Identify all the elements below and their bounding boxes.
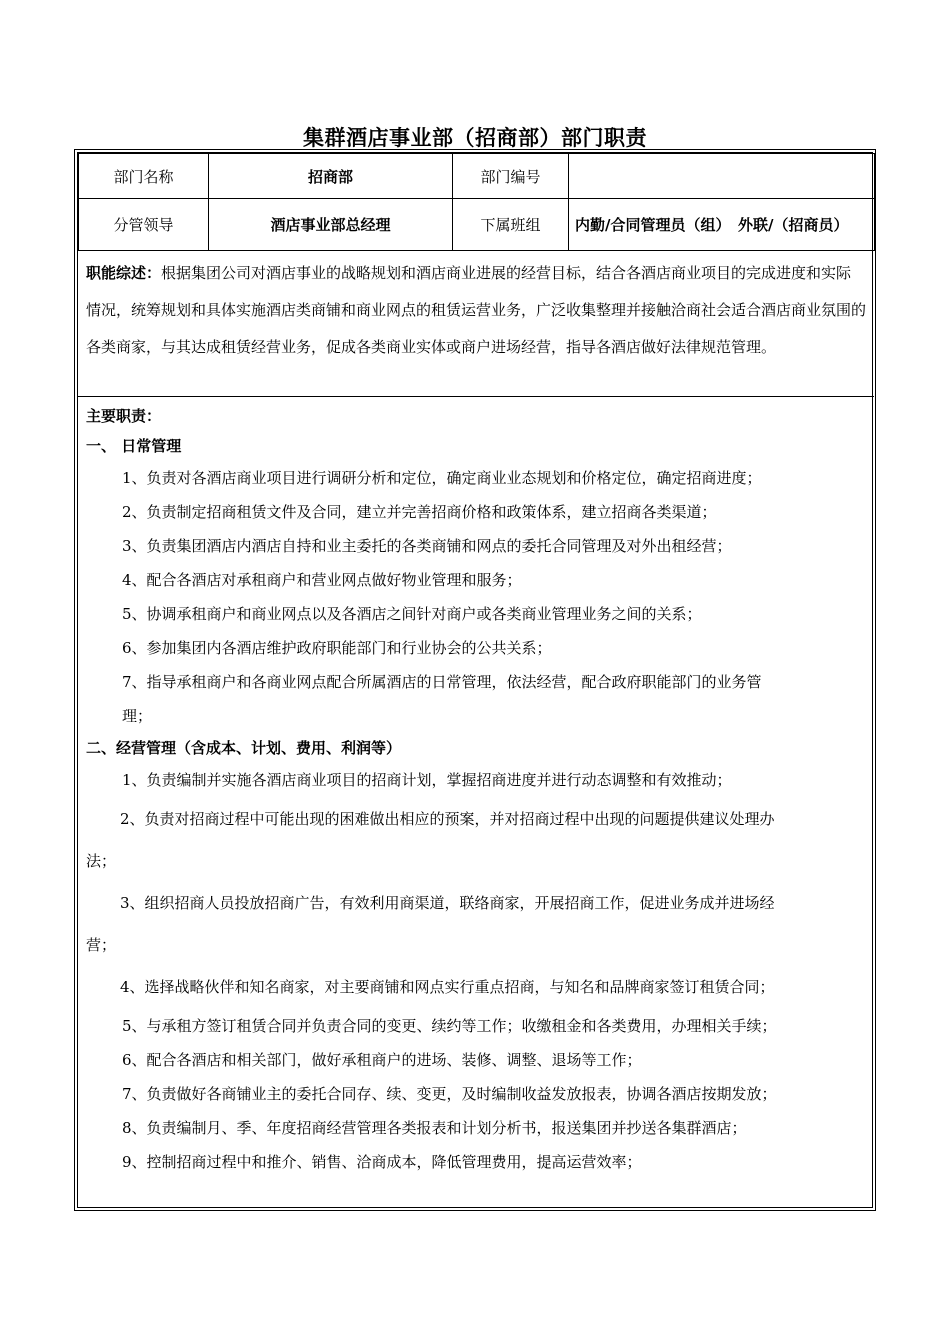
sub-team-label: 下属班组 (453, 199, 569, 251)
main-duties (78, 397, 874, 1179)
list-item: 3、组织招商人员投放招商广告，有效利用商渠道，联络商家，开展招商工作，促进业务成并进场经 (120, 894, 775, 912)
list-item: 1、负责编制并实施各酒店商业项目的招商计划，掌握招商进度并进行动态调整和有效推动； (122, 771, 732, 789)
list-item: 4、选择战略伙伴和知名商家，对主要商铺和网点实行重点招商，与知名和品牌商家签订租赁合同； (120, 978, 775, 996)
list-item: 7、指导承租商户和各商业网点配合所属酒店的日常管理，依法经营，配合政府职能部门的业务管 (122, 673, 762, 691)
list-item: 2、负责对招商过程中可能出现的困难做出相应的预案，并对招商过程中出现的问题提供建议处理办 (120, 810, 775, 828)
duties-label: 主要职责： (86, 407, 162, 425)
list-item: 3、负责集团酒店内酒店自持和业主委托的各类商铺和网点的委托合同管理及对外出租经营； (122, 537, 732, 555)
list-item: 5、与承租方签订租赁合同并负责合同的变更、续约等工作；收缴租金和各类费用，办理相关手续； (122, 1017, 777, 1035)
dept-code-value (569, 154, 875, 199)
list-item: 6、配合各酒店和相关部门，做好承租商户的进场、装修、调整、退场等工作； (122, 1051, 642, 1069)
list-item: 6、参加集团内各酒店维护政府职能部门和行业协会的公共关系； (122, 639, 552, 657)
responsibility-table (77, 152, 873, 1208)
list-item: 5、协调承租商户和商业网点以及各酒店之间针对商户或各类商业管理业务之间的关系； (122, 605, 702, 623)
dept-name-value: 招商部 (209, 154, 453, 199)
table-row (79, 199, 875, 251)
overview-text: 根据集团公司对酒店事业的战略规划和酒店商业进展的经营目标，结合各酒店商业项目的完成进度和实际情况，统筹规划和具体实施酒店类商铺和商业网点的租赁运营业务，广泛收集整理并接触洽商社会适合酒店商业氛围的各类商家，与其达成租赁经营业务，促成各类商业实体或商户进场经营，指导各酒店做好法律规范管理。 (86, 264, 867, 356)
function-overview (78, 251, 874, 397)
department-info-table (78, 153, 875, 251)
list-item-continuation: 理； (122, 707, 153, 725)
list-item: 8、负责编制月、季、年度招商经营管理各类报表和计划分析书，报送集团并抄送各集群酒店； (122, 1119, 747, 1137)
responsibility-table-frame (74, 149, 876, 1211)
leader-label: 分管领导 (79, 199, 209, 251)
section-heading-daily: 一、 日常管理 (86, 437, 182, 455)
list-item: 2、负责制定招商租赁文件及合同，建立并完善招商价格和政策体系，建立招商各类渠道； (122, 503, 717, 521)
list-item-continuation: 法； (86, 852, 117, 870)
list-item-continuation: 营； (86, 936, 117, 954)
dept-code-label: 部门编号 (453, 154, 569, 199)
list-item: 1、负责对各酒店商业项目进行调研分析和定位，确定商业业态规划和价格定位，确定招商进度； (122, 469, 762, 487)
list-item: 4、配合各酒店对承租商户和营业网点做好物业管理和服务； (122, 571, 522, 589)
list-item: 9、控制招商过程中和推介、销售、洽商成本，降低管理费用，提高运营效率； (122, 1153, 642, 1171)
sub-team-value: 内勤/合同管理员（组） 外联/（招商员） (569, 199, 875, 251)
overview-label: 职能综述： (86, 264, 162, 282)
dept-name-label: 部门名称 (79, 154, 209, 199)
table-row (79, 154, 875, 199)
list-item: 7、负责做好各商铺业主的委托合同存、续、变更，及时编制收益发放报表，协调各酒店按期发放； (122, 1085, 777, 1103)
section-heading-business: 二、经营管理（含成本、计划、费用、利润等） (86, 739, 402, 757)
leader-value: 酒店事业部总经理 (209, 199, 453, 251)
page-title: 集群酒店事业部（招商部）部门职责 (303, 125, 647, 150)
